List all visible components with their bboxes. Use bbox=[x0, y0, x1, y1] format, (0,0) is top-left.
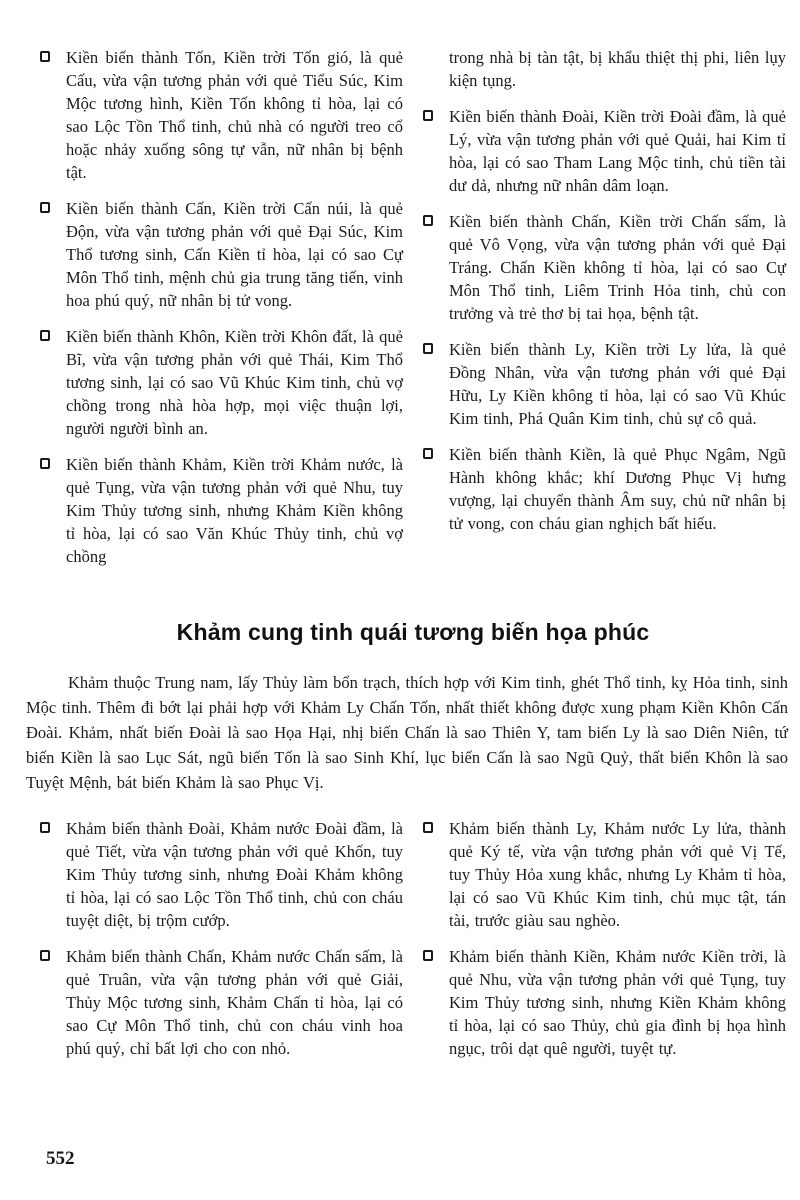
bullet-square-icon bbox=[40, 950, 50, 961]
bottom-section bbox=[40, 817, 786, 1073]
list-item bbox=[423, 945, 786, 1060]
list-item-text: Khảm biến thành Chấn, Khảm nước Chấn sấm, là quẻ Truân, vừa vận tương phản với quẻ Giải, Thủy Mộc tương sinh, Khảm Chấn tỉ hòa, lại có sao Cự Môn Thổ tinh, chủ con cháu vinh hoa phú quý, chỉ bất lợi cho con nhỏ. bbox=[66, 947, 403, 1058]
page-number: 552 bbox=[46, 1148, 75, 1169]
list-item-text: Kiền biến thành Khảm, Kiền trời Khảm nước, là quẻ Tụng, vừa vận tương phản với quẻ Nhu, tuy Kim Thủy tương sinh, nhưng Khảm Kiền không tỉ hòa, lại có sao Văn Khúc Thủy tinh, chủ vợ chồng bbox=[66, 455, 403, 566]
list-item bbox=[40, 453, 403, 568]
top-column-left bbox=[40, 46, 403, 581]
list-item-text: Kiền biến thành Đoài, Kiền trời Đoài đầm, là quẻ Lý, vừa vận tương phản với quẻ Quải, hai Kim tỉ hòa, lại có sao Tham Lang Mộc tinh, chủ tiền tài dư dả, nhưng nữ nhân dâm loạn. bbox=[449, 107, 786, 195]
list-item bbox=[423, 443, 786, 535]
bullet-square-icon bbox=[423, 448, 433, 459]
list-item bbox=[423, 817, 786, 932]
list-item bbox=[40, 325, 403, 440]
section-heading: Khảm cung tinh quái tương biến họa phúc bbox=[176, 619, 650, 645]
bullet-square-icon bbox=[40, 330, 50, 341]
list-item-text: trong nhà bị tàn tật, bị khẩu thiệt thị phi, liên lụy kiện tụng. bbox=[449, 48, 786, 90]
bullet-square-icon bbox=[423, 950, 433, 961]
list-item bbox=[40, 945, 403, 1060]
top-section bbox=[40, 46, 786, 581]
bullet-square-icon bbox=[40, 822, 50, 833]
list-item-text: Kiền biến thành Kiền, là quẻ Phục Ngâm, Ngũ Hành không khắc; khí Dương Phục Vị hưng vượng, lại chuyển thành Âm suy, chủ nữ nhân bị tử vong, con cháu gian nghịch bất hiếu. bbox=[449, 445, 786, 533]
list-item-text: Kiền biến thành Ly, Kiền trời Ly lửa, là quẻ Đồng Nhân, vừa vận tương phản với quẻ Đại Hữu, Ly Kiền không tỉ hòa, lại có sao Vũ Khúc Kim tinh, Phá Quân Kim tinh, chủ sự cô quả. bbox=[449, 340, 786, 428]
list-item bbox=[423, 46, 786, 92]
list-item bbox=[40, 817, 403, 932]
list-item bbox=[423, 105, 786, 197]
list-item-text: Kiền biến thành Chấn, Kiền trời Chấn sấm, là quẻ Vô Vọng, vừa vận tương phản với quẻ Đại Tráng. Chấn Kiền không tỉ hòa, lại có sao Cự Môn Thổ tinh, Liêm Trinh Hỏa tinh, chủ con trưởng và trẻ thơ bị tai họa, bệnh tật. bbox=[449, 212, 786, 323]
bullet-square-icon bbox=[423, 343, 433, 354]
bullet-square-icon bbox=[40, 458, 50, 469]
list-item-text: Kiền biến thành Cấn, Kiền trời Cấn núi, là quẻ Độn, vừa vận tương phản với quẻ Đại Súc, Kim Thổ tương sinh, Cấn Kiền tỉ hòa, lại có sao Cự Môn Thổ tinh, mệnh chủ gia trung tăng tiến, vinh hoa phú quý, nữ nhân bị tử vong. bbox=[66, 199, 403, 310]
list-item bbox=[40, 197, 403, 312]
bullet-square-icon bbox=[423, 822, 433, 833]
list-item-text: Khảm biến thành Kiền, Khảm nước Kiền trời, là quẻ Nhu, vừa vận tương phản với quẻ Tụng, tuy Kim Thủy tương sinh, nhưng Kiền Khảm không tỉ hòa, lại có sao Thủy, chủ gia đình bị họa hình ngục, trôi dạt quê người, tuyệt tự. bbox=[449, 947, 786, 1058]
bullet-square-icon bbox=[423, 110, 433, 121]
list-item-text: Khảm biến thành Ly, Khảm nước Ly lửa, thành quẻ Ký tế, vừa vận tương phản với quẻ Vị Tế, tuy Thủy Hỏa xung khắc, nhưng Ly Khảm tỉ hòa, lại có sao Vũ Khúc Kim tinh, chủ mục tật, tán tài, trước giàu sau nghèo. bbox=[449, 819, 786, 930]
list-item bbox=[40, 46, 403, 184]
list-item-text: Kiền biến thành Tốn, Kiền trời Tốn gió, là quẻ Cấu, vừa vận tương phản với quẻ Tiểu Súc, Kim Mộc tương hình, Kiền Tốn không tỉ hòa, lại có sao Lộc Tồn Thổ tinh, chủ nhà có người treo cổ hoặc nhảy xuống sông tự vẫn, nữ nhân bị bệnh tật. bbox=[66, 48, 403, 182]
list-item bbox=[423, 210, 786, 325]
bullet-square-icon bbox=[40, 51, 50, 62]
bottom-column-right bbox=[423, 817, 786, 1073]
top-column-right bbox=[423, 46, 786, 581]
bullet-square-icon bbox=[40, 202, 50, 213]
bottom-column-left bbox=[40, 817, 403, 1073]
list-item-text: Kiền biến thành Khôn, Kiền trời Khôn đất, là quẻ Bĩ, vừa vận tương phản với quẻ Thái, Kim Thổ tương sinh, lại có sao Vũ Khúc Kim tinh, chủ vợ chồng trong nhà hòa hợp, mọi việc thuận lợi, người người bình an. bbox=[66, 327, 403, 438]
bullet-square-icon bbox=[423, 215, 433, 226]
list-item bbox=[423, 338, 786, 430]
intro-paragraph: Khảm thuộc Trung nam, lấy Thủy làm bổn trạch, thích hợp với Kim tinh, ghét Thổ tinh, kỵ Hỏa tinh, sinh Mộc tinh. Thêm đi bớt lại phải hợp với Khảm Ly Chấn Tốn, nhất thiết không được xung phạm Kiền Khôn Cấn Đoài. Khảm, nhất biến Đoài là sao Họa Hại, nhị biến Chấn là sao Thiên Y, tam biến Ly là sao Diên Niên, tứ biến Kiền là sao Lục Sát, ngũ biến Tốn là sao Sinh Khí, lục biến Cấn là sao Ngũ Quỷ, thất biến Khôn là sao Tuyệt Mệnh, bát biến Khảm là sao Phục Vị. bbox=[26, 673, 788, 792]
list-item-text: Khảm biến thành Đoài, Khảm nước Đoài đầm, là quẻ Tiết, vừa vận tương phản với quẻ Khốn, tuy Kim Thủy tương sinh, nhưng Đoài Khảm không tỉ hòa, lại có sao Lộc Tồn Thổ tinh, chủ con cháu tuyệt diệt, bị trộm cướp. bbox=[66, 819, 403, 930]
